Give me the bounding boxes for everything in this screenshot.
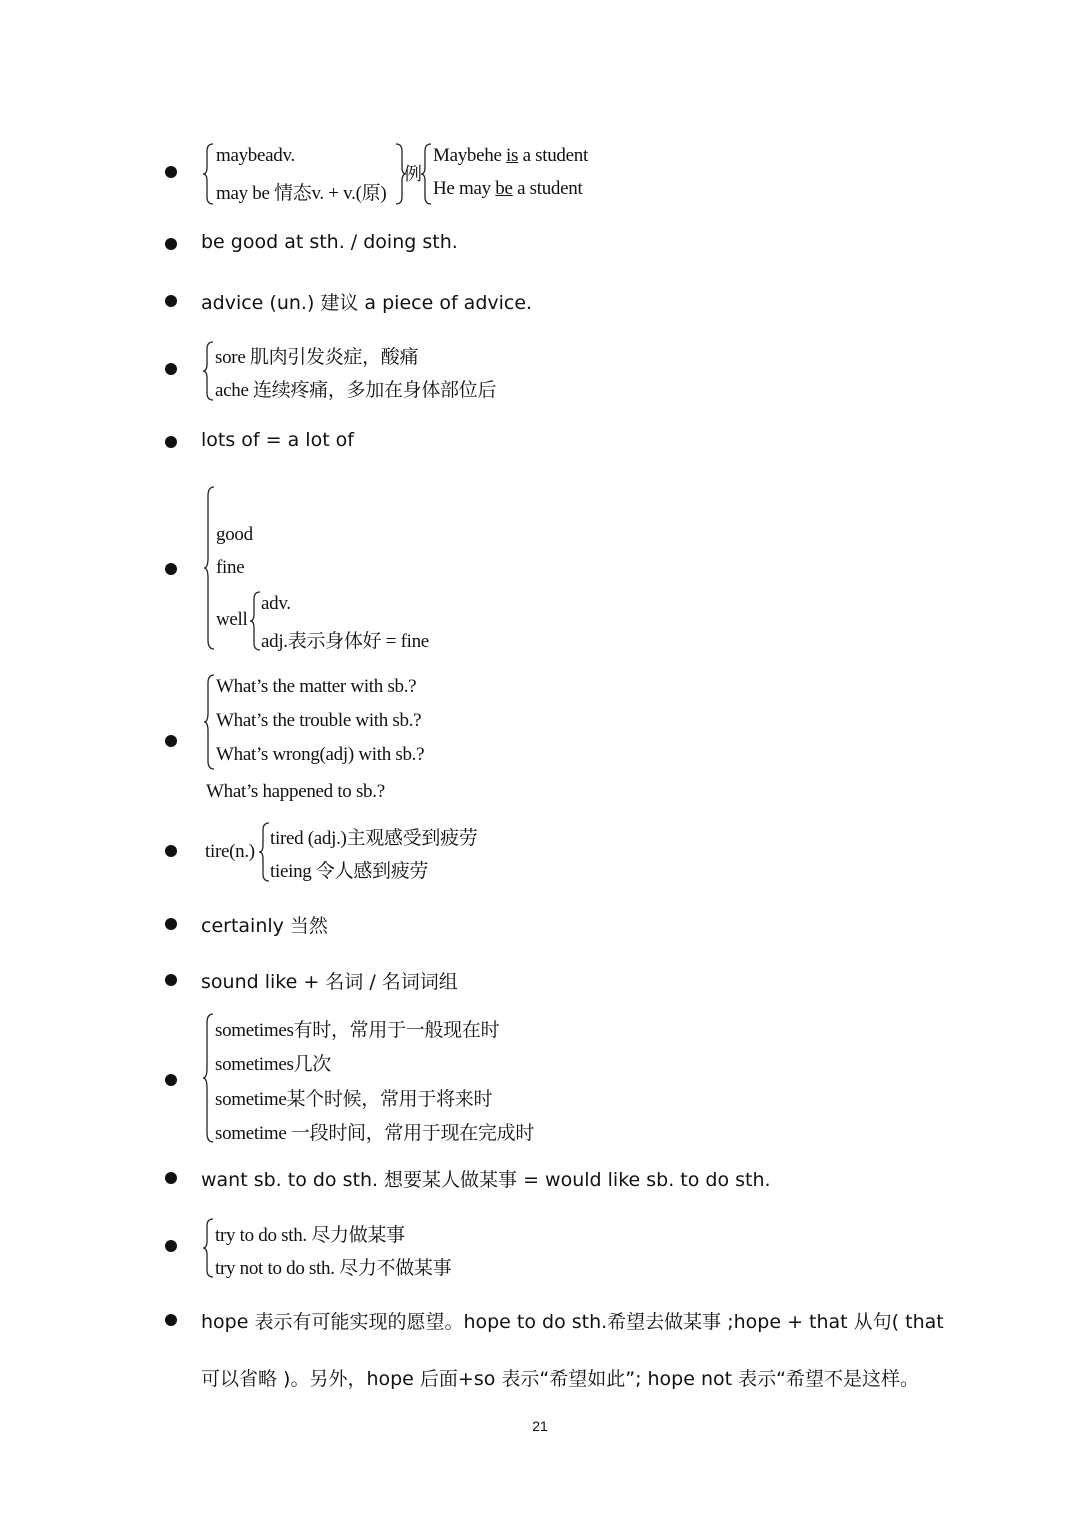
- left-brace: [202, 143, 214, 205]
- bullet: [165, 238, 177, 250]
- bullet: [165, 845, 177, 857]
- example-label: 例: [404, 164, 422, 184]
- sometimes-line-2: sometimes几次: [215, 1054, 331, 1075]
- page-number: 21: [532, 1418, 548, 1434]
- item-good-at: be good at sth. / doing sth.: [201, 231, 458, 253]
- bullet: [165, 735, 177, 747]
- bullet: [165, 166, 177, 178]
- item-want: want sb. to do sth. 想要某人做某事 = would like sb. to do sth.: [201, 1169, 771, 1191]
- try-line-2: try not to do sth. 尽力不做某事: [215, 1258, 452, 1279]
- example-1-part: a student: [518, 145, 588, 166]
- left-brace: [202, 341, 214, 401]
- hope-line-1: hope 表示有可能实现的愿望。hope to do sth.希望去做某事 ;hope + that 从句( that: [201, 1311, 944, 1333]
- left-brace: [203, 674, 215, 770]
- sore-text: sore 肌肉引发炎症，酸痛: [215, 347, 419, 368]
- item-advice: advice (un.) 建议 a piece of advice.: [201, 292, 533, 314]
- bullet: [165, 974, 177, 986]
- well-text: well: [216, 609, 248, 630]
- matter-line-4: What’s happened to sb.?: [206, 781, 385, 802]
- sometimes-line-1: sometimes有时，常用于一般现在时: [215, 1020, 500, 1041]
- fine-text: fine: [216, 557, 245, 578]
- bullet: [165, 563, 177, 575]
- tiring-text: tieing 令人感到疲劳: [270, 861, 429, 882]
- bullet: [165, 295, 177, 307]
- item-sound-like: sound like + 名词 / 名词词组: [201, 971, 458, 993]
- well-adj-text: adj.表示身体好 = fine: [261, 631, 429, 652]
- item-certainly: certainly 当然: [201, 915, 328, 937]
- example-2-underlined: be: [495, 178, 513, 199]
- example-sentence-1: [433, 145, 588, 167]
- hope-line-2: 可以省略 )。另外，hope 后面+so 表示“希望如此”; hope not 表示“希望不是这样。: [201, 1368, 919, 1390]
- left-brace: [202, 1013, 214, 1143]
- bullet: [165, 1314, 177, 1326]
- item-lots-of: lots of = a lot of: [201, 429, 354, 451]
- may-be-modal-text: may be 情态v. + v.(原): [216, 183, 387, 204]
- matter-line-2: What’s the trouble with sb.?: [216, 710, 422, 731]
- left-brace: [203, 486, 215, 650]
- maybe-adv-text: maybeadv.: [216, 145, 295, 166]
- bullet: [165, 1172, 177, 1184]
- example-sentence-2: [433, 178, 582, 200]
- example-2-part: He may: [433, 178, 496, 199]
- left-brace: [420, 143, 432, 205]
- matter-line-1: What’s the matter with sb.?: [216, 676, 417, 697]
- well-adv-text: adv.: [261, 593, 291, 614]
- left-brace: [202, 1218, 214, 1278]
- bullet: [165, 918, 177, 930]
- try-line-1: try to do sth. 尽力做某事: [215, 1225, 405, 1246]
- example-1-underlined: is: [506, 145, 519, 166]
- example-1-part: Maybehe: [433, 145, 507, 166]
- sometimes-line-4: sometime 一段时间，常用于现在完成时: [215, 1123, 535, 1144]
- left-brace: [249, 591, 261, 651]
- left-brace: [258, 822, 270, 882]
- example-2-part: a student: [512, 178, 583, 199]
- good-text: good: [216, 524, 253, 545]
- bullet: [165, 1240, 177, 1252]
- bullet: [165, 1074, 177, 1086]
- tire-head: tire(n.): [205, 841, 255, 862]
- ache-text: ache 连续疼痛，多加在身体部位后: [215, 380, 497, 401]
- bullet: [165, 436, 177, 448]
- tired-text: tired (adj.)主观感受到疲劳: [270, 828, 478, 849]
- matter-line-3: What’s wrong(adj) with sb.?: [216, 744, 425, 765]
- sometimes-line-3: sometime某个时候，常用于将来时: [215, 1089, 493, 1110]
- bullet: [165, 363, 177, 375]
